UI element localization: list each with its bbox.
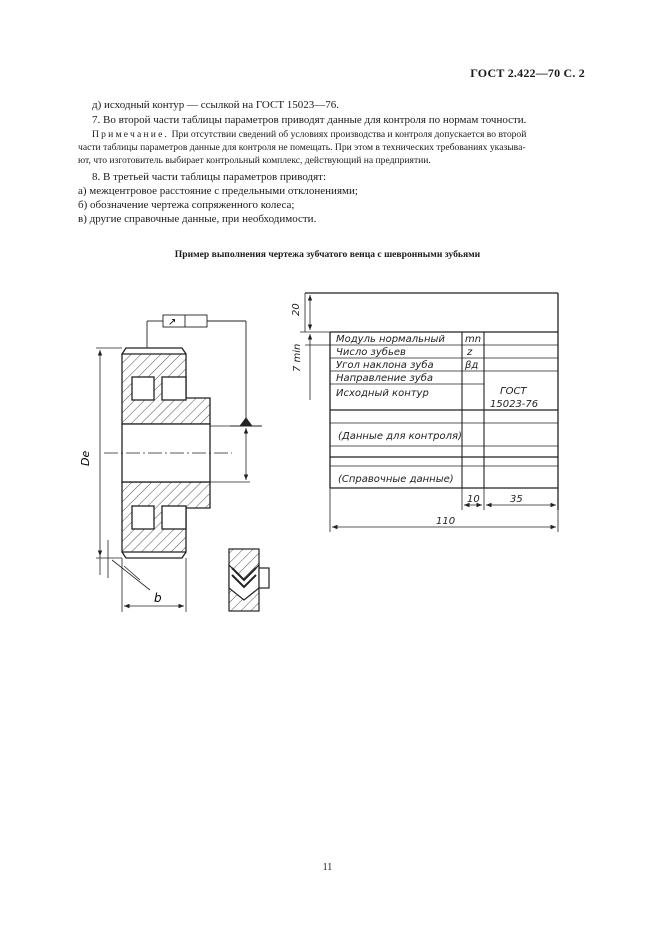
table-row-4-name: Направление зуба xyxy=(336,373,433,384)
dim-col-symbol: 10 xyxy=(467,494,480,505)
upper-groove-right xyxy=(162,377,186,400)
table-row-1-symbol: mn xyxy=(465,334,482,345)
chevron-detail xyxy=(229,549,269,611)
paragraph-d-item: д) исходный контур — ссылкой на ГОСТ 15023—76. xyxy=(92,99,340,111)
note-line-3: ют, что изготовитель выбирает контрольный комплекс, действующий на предприятии. xyxy=(78,155,431,166)
table-row-3-name: Угол наклона зуба xyxy=(336,360,434,371)
lower-groove xyxy=(132,506,154,529)
dim-row-height: 7 min xyxy=(292,343,303,372)
paragraph-item-8: 8. В третьей части таблицы параметров приводят: xyxy=(92,171,327,183)
dimension-b xyxy=(112,558,186,612)
reference-data-label: (Справочные данные) xyxy=(338,474,454,485)
standard-header: ГОСТ 2.422—70 С. 2 xyxy=(470,66,585,80)
dim-col-value: 35 xyxy=(510,494,523,505)
dim-total-width: 110 xyxy=(436,516,456,527)
table-row-5-value-2: 15023-76 xyxy=(490,399,539,410)
note-label: Примечание. xyxy=(92,129,170,140)
note-line-1: При отсутствии сведений об условиях производства и контроля допускается во второй xyxy=(169,129,527,140)
upper-groove xyxy=(132,377,154,400)
table-row-3-symbol: βд xyxy=(465,360,479,371)
paragraph-item-7: 7. Во второй части таблицы параметров приводят данные для контроля по нормам точности. xyxy=(92,114,527,126)
diameter-label: De xyxy=(79,450,92,466)
lower-groove-right xyxy=(162,506,186,529)
table-row-2-name: Число зубьев xyxy=(336,347,406,358)
paragraph-item-8c: в) другие справочные данные, при необходимости. xyxy=(78,213,317,225)
dimension-bore xyxy=(210,426,250,482)
dim-top-height: 20 xyxy=(291,303,302,316)
paragraph-item-8a: а) межцентровое расстояние с предельными отклонениями; xyxy=(78,185,358,197)
gear-section xyxy=(104,348,232,558)
table-row-5-name: Исходный контур xyxy=(336,388,429,399)
dimension-De xyxy=(96,348,122,578)
figure-caption: Пример выполнения чертежа зубчатого венца с шевронными зубьями xyxy=(174,249,481,260)
width-label: b xyxy=(154,591,162,605)
table-row-5-value: ГОСТ xyxy=(500,386,527,397)
runout-symbol: ↗ xyxy=(168,317,177,328)
control-data-label: (Данные для контроля) xyxy=(338,431,462,442)
page-number: 11 xyxy=(322,862,333,873)
table-row-1-name: Модуль нормальный xyxy=(336,334,445,345)
paragraph-item-8b: б) обозначение чертежа сопряженного колеса; xyxy=(78,199,295,211)
note-line-2: части таблицы параметров данные для контроля не помещать. При этом в технических требованиях указыва- xyxy=(78,142,526,153)
table-row-2-symbol: z xyxy=(467,347,473,358)
